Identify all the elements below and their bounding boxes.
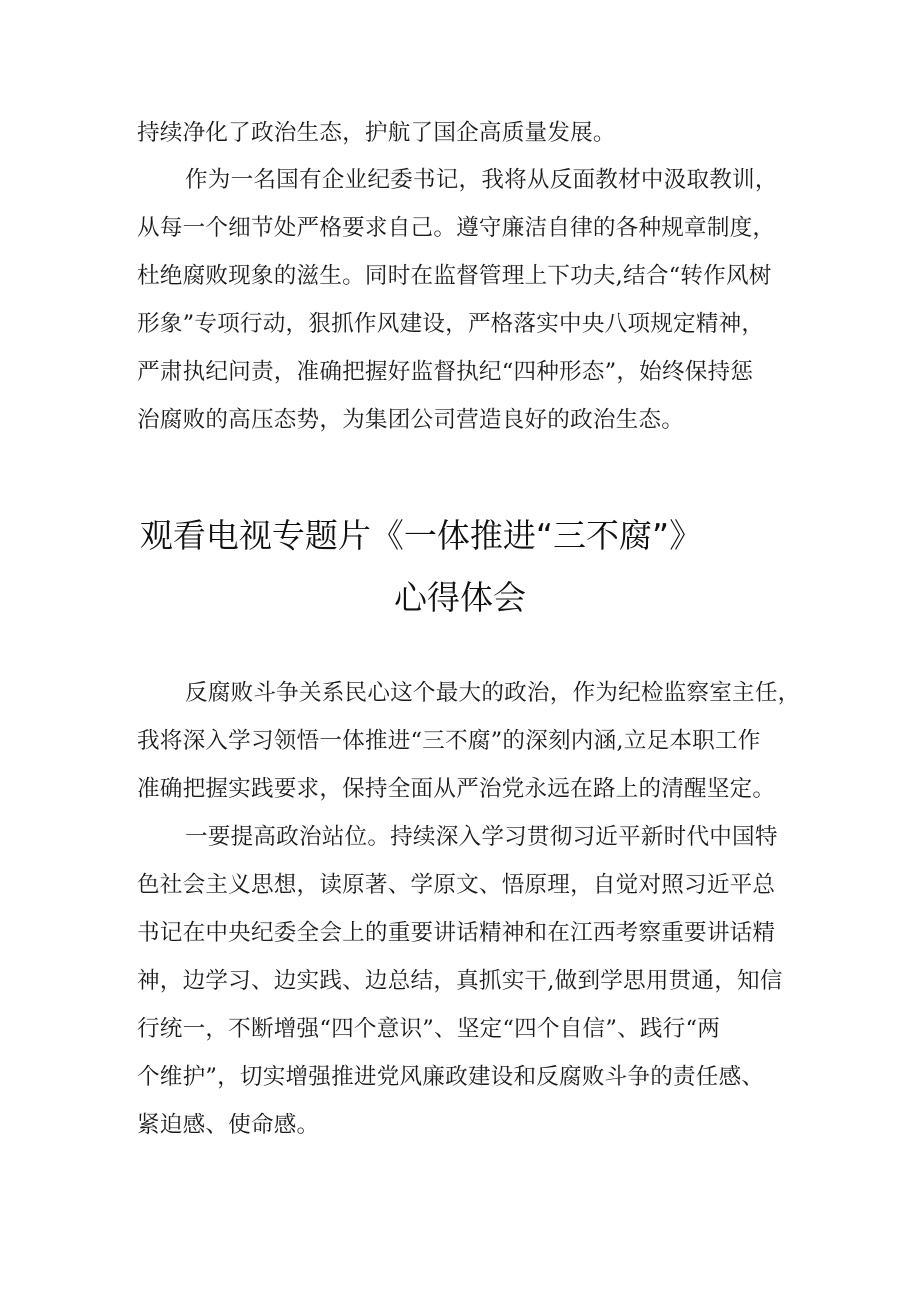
text-line: 神，边学习、边实践、边总结，真抓实干,做到学思用贯通，知信 [137, 968, 783, 994]
text-line: 治腐败的高压态势，为集团公司营造良好的政治生态。 [137, 407, 685, 433]
text-line: 我将深入学习领悟一体推进“三不腐”的深刻内涵,立足本职工作 [137, 728, 761, 754]
document-title-line-1: 观看电视专题片《一体推进“三不腐”》 [139, 516, 703, 555]
text-line: 书记在中央纪委全会上的重要讲话精神和在江西考察重要讲话精 [137, 920, 776, 946]
paragraph-first-line: 反腐败斗争关系民心这个最大的政治，作为纪检监察室主任， [185, 680, 801, 706]
paragraph-first-line: 作为一名国有企业纪委书记，我将从反面教材中汲取教训， [185, 167, 778, 193]
text-line: 形象”专项行动，狠抓作风建设，严格落实中央八项规定精神， [137, 311, 765, 337]
text-line: 色社会主义思想，读原著、学原文、悟原理，自觉对照习近平总 [137, 872, 776, 898]
text-line: 杜绝腐败现象的滋生。同时在监督管理上下功夫,结合“转作风树 [137, 263, 772, 289]
text-line: 准确把握实践要求，保持全面从严治党永远在路上的清醒坚定。 [137, 776, 776, 802]
text-line: 个维护”，切实增强推进党风廉政建设和反腐败斗争的责任感、 [137, 1064, 765, 1090]
document-title-line-2: 心得体会 [394, 578, 526, 617]
text-line: 行统一，不断增强“四个意识”、坚定“四个自信”、践行“两 [137, 1016, 721, 1042]
text-line: 持续净化了政治生态，护航了国企高质量发展。 [137, 120, 616, 146]
text-line: 紧迫感、使命感。 [137, 1112, 320, 1138]
text-line: 从每一个细节处严格要求自己。遵守廉洁自律的各种规章制度， [137, 215, 776, 241]
paragraph-first-line: 一要提高政治站位。持续深入学习贯彻习近平新时代中国特 [185, 824, 778, 850]
text-line: 严肃执纪问责，准确把握好监督执纪“四种形态”，始终保持惩 [137, 359, 754, 385]
